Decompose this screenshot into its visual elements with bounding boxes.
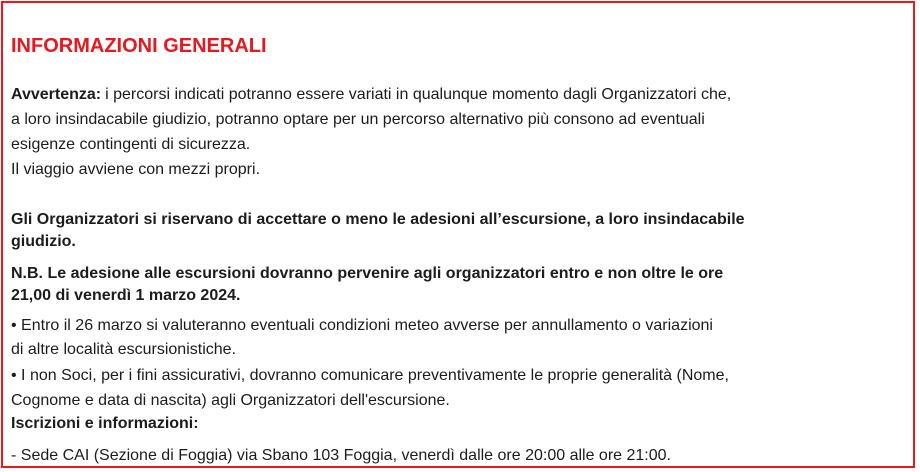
warning-text-1: i percorsi indicati potranno essere variati in qualunque momento dagli Organizzatori che, bbox=[105, 86, 732, 103]
warning-label: Avvertenza: bbox=[11, 86, 102, 103]
bullet-line-1: • Entro il 26 marzo si valuteranno eventuali condizioni meteo avverse per annullamento o variazioni bbox=[11, 317, 713, 334]
warning-line-1 bbox=[11, 85, 731, 105]
bullet-line-2: di altre località escursionistiche. bbox=[11, 341, 236, 358]
reservation-line-2: giudizio. bbox=[11, 233, 76, 250]
deadline-line-1: N.B. Le adesione alle escursioni dovranno pervenire agli organizzatori entro e non oltre le ore bbox=[11, 265, 724, 282]
deadline-line-2: 21,00 di venerdì 1 marzo 2024. bbox=[11, 287, 241, 304]
warning-line-2: a loro insindacabile giudizio, potranno optare per un percorso alternativo più consono ad eventuali bbox=[11, 111, 705, 128]
bullet-line-3: • I non Soci, per i fini assicurativi, dovranno comunicare preventivamente le proprie generalità (Nome, bbox=[11, 367, 729, 384]
warning-line-3: esigenze contingenti di sicurezza. bbox=[11, 136, 251, 153]
reservation-line-1: Gli Organizzatori si riservano di accettare o meno le adesioni all’escursione, a loro insindacabile bbox=[11, 211, 745, 228]
section-title: INFORMAZIONI GENERALI bbox=[11, 35, 267, 57]
info-box bbox=[1, 1, 915, 468]
travel-note: Il viaggio avviene con mezzi propri. bbox=[11, 161, 261, 178]
bullet-line-4: Cognome e data di nascita) agli Organizzatori dell'escursione. bbox=[11, 392, 450, 409]
registration-heading: Iscrizioni e informazioni: bbox=[11, 415, 199, 432]
registration-line: - Sede CAI (Sezione di Foggia) via Sbano 103 Foggia, venerdì dalle ore 20:00 alle ore 21:00. bbox=[11, 447, 671, 464]
